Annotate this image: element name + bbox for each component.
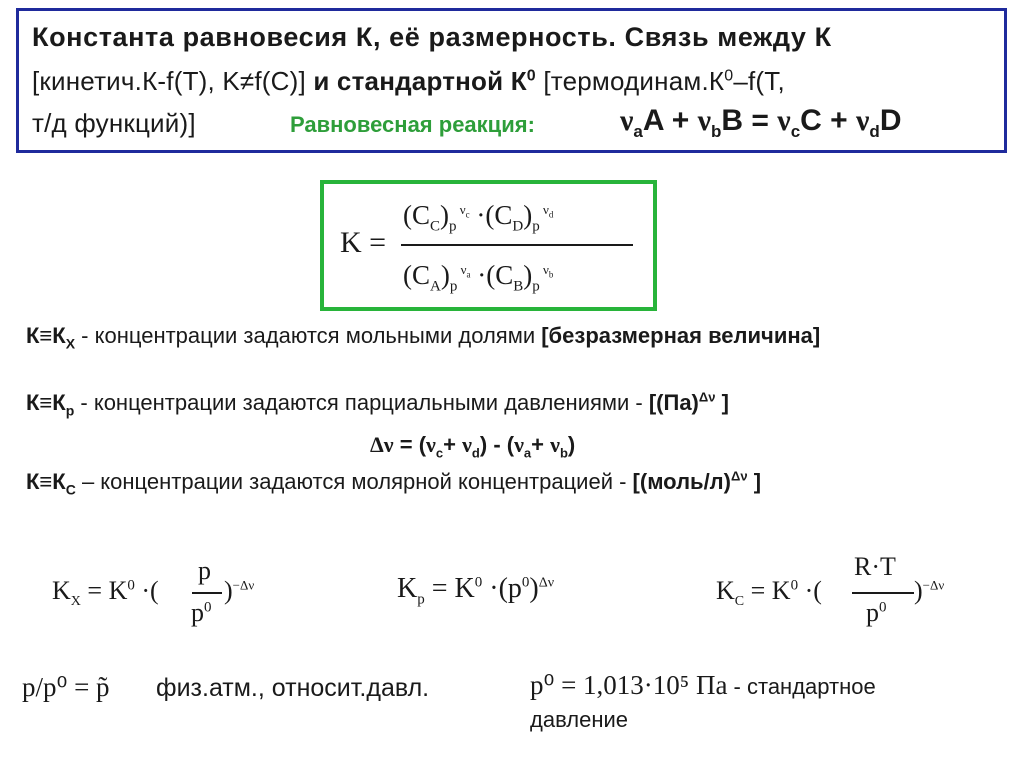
td-functions-note: т/д функций)] [32, 108, 196, 138]
kinetic-note: [кинетич.К-f(T), K≠f(C)] [32, 66, 306, 96]
kp-unit-end: ] [715, 390, 729, 415]
standard-pressure-label-1: - стандартное [727, 674, 876, 699]
kp-text: - концентрации задаются парциальными давлениями - [74, 390, 649, 415]
formula-denominator: $(C_A)_p$ $^{\nu_a} \cdot(C_B)_p$ $^{\nu_b}$ [403, 260, 554, 295]
kc-fraction-num: R·T [854, 552, 896, 581]
kc-sub: C [65, 481, 76, 498]
delta-nu-definition: $\Delta\nu = (\nu_c+ \nu_d) - (\nu_a+ \nu_b)$ [370, 432, 576, 461]
kc-text: – концентрации задаются молярной концентрацией - [75, 469, 633, 494]
equilibrium-reaction-label: Равновесная реакция: [290, 112, 535, 137]
kc-unit: [(моль/л) [632, 469, 731, 494]
kp-symbol: К≡К [26, 390, 66, 415]
kx-fraction-num: p [198, 556, 211, 585]
formula-fraction-line [401, 244, 633, 246]
definition-kc [26, 468, 762, 498]
standard-pressure-value: p⁰ = 1,013·10⁵ Па [530, 670, 728, 700]
kx-fraction-line [192, 592, 222, 594]
title-line-2 [32, 66, 785, 96]
thermo-note: [термодинам.К [535, 66, 725, 96]
definition-kx [26, 323, 821, 352]
standard-pressure-row [530, 670, 876, 701]
kc-formula-exp: )$^{-\Delta\nu}$ [914, 576, 945, 605]
kc-fraction-line [852, 592, 914, 594]
standard-label: и стандартной К [305, 66, 527, 96]
kx-formula-exp: )$^{-\Delta\nu}$ [224, 576, 255, 605]
kc-formula: $K_C = K^0$ ·( [716, 576, 822, 610]
kp-formula: $K_p = K^0 \cdot(p^0)^{\Delta\nu}$ [397, 573, 555, 608]
definition-kp [26, 389, 729, 419]
formula-lhs: K = [340, 226, 387, 259]
k0-sup: 0 [526, 67, 536, 85]
kx-sub: X [65, 335, 76, 352]
kp-sub: p [65, 402, 75, 419]
relative-pressure-label: физ.атм., относит.давл. [156, 674, 430, 702]
kx-formula: $K_X = K^0$ ·( [52, 576, 159, 610]
kx-symbol: К≡К [26, 323, 66, 348]
formula-numerator: $(C_C)_p$ $^{\nu_c} \cdot(C_D)_p$ $^{\nu_d}$ [403, 200, 554, 235]
reaction-equation: $\nu_aA + \nu_bB = \nu_cC + \nu_dD$ [620, 104, 902, 141]
kc-unit-end: ] [747, 469, 762, 494]
kp-unit-sup: Δν [698, 389, 716, 405]
standard-pressure-label-2: давление [530, 707, 629, 732]
kx-text: - концентрации задаются мольными долями [75, 323, 542, 348]
title-line-1: Константа равновесия К, её размерность. Связь между К [32, 22, 832, 52]
kc-symbol: К≡К [26, 469, 66, 494]
kp-unit: [(Па) [648, 390, 699, 415]
relative-pressure-row [22, 672, 110, 703]
thermo-note-end: –f(T, [733, 66, 785, 96]
relative-pressure-formula: p/p⁰ = p̃ [22, 672, 110, 702]
kc-unit-sup: Δν [731, 468, 748, 484]
title-line-3 [32, 108, 196, 138]
kx-fraction-den: $p^0$ [191, 598, 212, 627]
kc-fraction-den: $p^0$ [866, 598, 887, 627]
kx-unit: [безразмерная величина] [541, 323, 821, 348]
k0-sup-2: 0 [724, 67, 734, 85]
